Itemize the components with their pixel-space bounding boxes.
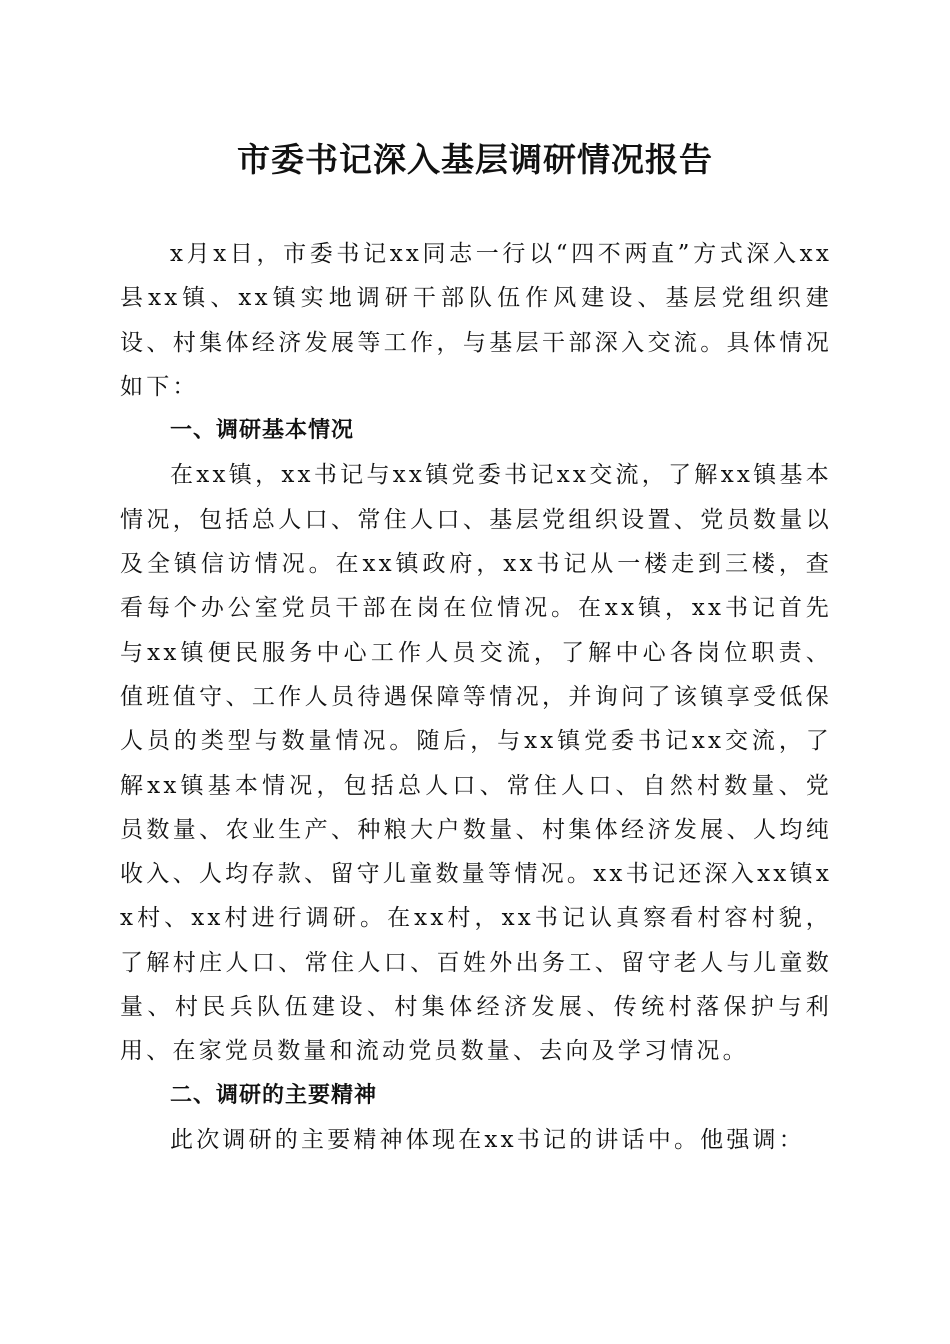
- section-2-heading: 二、调研的主要精神: [170, 1082, 378, 1108]
- section-1-paragraph: 在xx镇，xx书记与xx镇党委书记xx交流，了解xx镇基本情况，包括总人口、常住人口、基层党组织设置、党员数量以及全镇信访情况。在xx镇政府，xx书记从一楼走到三楼，查看每个办公室党员干部在岗在位情况。在xx镇，xx书记首先与xx镇便民服务中心工作人员交流，了解中心各岗位职责、值班值守、工作人员待遇保障等情况，并询问了该镇享受低保人员的类型与数量情况。随后，与xx镇党委书记xx交流，了解xx镇基本情况，包括总人口、常住人口、自然村数量、党员数量、农业生产、种粮大户数量、村集体经济发展、人均纯收入、人均存款、留守儿童数量等情况。xx书记还深入xx镇xx村、xx村进行调研。在xx村，xx书记认真察看村容村貌，了解村庄人口、常住人口、百姓外出务工、留守老人与儿童数量、村民兵队伍建设、村集体经济发展、传统村落保护与利用、在家党员数量和流动党员数量、去向及学习情况。: [120, 462, 832, 1065]
- document-title: 市委书记深入基层调研情况报告: [237, 140, 713, 179]
- document-body: [120, 232, 832, 1162]
- intro-paragraph: x月x日，市委书记xx同志一行以“四不两直”方式深入xx县xx镇、xx镇实地调研干部队伍作风建设、基层党组织建设、村集体经济发展等工作，与基层干部深入交流。具体情况如下：: [120, 241, 832, 400]
- section-1-heading: 一、调研基本情况: [170, 418, 355, 444]
- section-2-paragraph: 此次调研的主要精神体现在xx书记的讲话中。他强调：: [170, 1126, 805, 1153]
